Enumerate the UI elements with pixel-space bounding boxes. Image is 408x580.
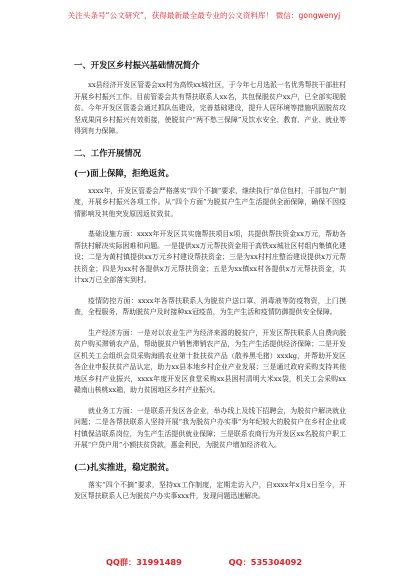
promo-banner: 关注头条号“公文研究”，获得最新最全最专业的公文资料库！ 微信：gongwenyj: [67, 11, 341, 20]
paragraph: 生产经济方面：一是对以农业生产为经济来源的脱贫户，开发区帮扶联系人自费向脱贫户购买滞销农产品，帮助脱贫户销售滞销农产品，为生产生活提供经济保障；二是开发区机关工会组织会员采购海鸥农业第十批扶贫产品（散养黑毛猪）xxxkg，并帮助开发区各企业申报扶贫产品认定，助力xx县本地乡村企业产业发展；三是通过政府采购支持其他地区乡村产业振兴，xxxx年度开发区食堂采购xx县困村清明大米xx袋，机关工会采购xx赣南山核桃xx箱，助力贫困地区乡村产业振兴。: [74, 328, 346, 394]
subsection-heading: (一)面上保障，拒绝返贫。: [74, 167, 175, 178]
paragraph: 基础设施方面：xxxx年开发区共实施帮扶项目x项，共提供帮扶资金xx万元，帮助各帮扶村解决实际困难和问题。一是提供xx万元帮扶资金用于高铁xx城社区村组内集镇化建设；二是为黄村镇提供xx万元乡村建设帮扶资金；三是为xx村村庄整治建设提供x万元帮扶资金；四是为xx村各提供x万元帮扶资金；五是为xx镇xx村各提供x万元帮扶资金，共计xx万已全部落实到村。: [74, 230, 346, 284]
contact-footer: [0, 557, 408, 568]
qq-group-number: QQ群：31991489: [105, 557, 182, 567]
document-body: [74, 56, 346, 512]
paragraph: xxxx年，开发区管委会严格落实“四个不摘”要求，继续执行“单位包村，干部包户”制度，开展乡村振兴各项工作。从“四个方面”为脱贫户生产生活提供全面保障，确保不因疫情影响及其他突发原因返贫致贫。: [74, 186, 346, 218]
paragraph: 落实“四个不摘”要求，坚持xx工作制度，定期走访入户，自xxxx年x月x日至今，开发区帮扶联系人已为脱贫户办实事xxx件，发现问题迅速解决。: [74, 480, 346, 500]
paragraph: 就业务工方面：一是联系开发区各企业，举办线上及线下招聘会，为脱贫户解决就业问题；二是各帮扶联系人坚持开展“我为脱贫户办实事”为年纪较大的脱贫户在乡村企业或村镇保洁联系岗位，为生产生活提供就业保障；三是联系农商行为开发区xx名脱贫户职工开展“户贷户用”小额扶贫贷款，惠金利民，为脱贫户增加经济收入。: [74, 406, 346, 449]
section-2-heading: 二、工作开展情况: [74, 147, 141, 158]
subsection-heading: (二)扎实推进，稳定脱贫。: [74, 461, 175, 472]
qq-number: QQ：535304092: [228, 557, 303, 567]
paragraph: 疫情防控方面：xxxx年各帮扶联系人为脱贫户送口罩、消毒液等防疫物资，上门摸查，全程服务，帮助脱贫户及时接种xx冠疫苗，为生产生活和疫情防御提供安全保障。: [74, 296, 346, 316]
paragraph: xx县经济开发区管委会xx村为高铁xx城社区，于今年七月选派一名优秀帮扶干部驻村开展乡村振兴工作。目前管委会共有帮扶联系人xx名，共包保脱贫户xx户，已全部实现脱贫。今年开发区管委会通过抓队伍建设，完善基础建设，提升人居环境等措施巩固脱贫攻坚成果同乡村振兴有效衔接，使脱贫户“两不愁三保障”及饮水安全、教育、产业、就业等得到有力保障。: [74, 81, 346, 135]
section-1-heading: 一、开发区乡村振兴基础情况简介: [74, 60, 200, 70]
